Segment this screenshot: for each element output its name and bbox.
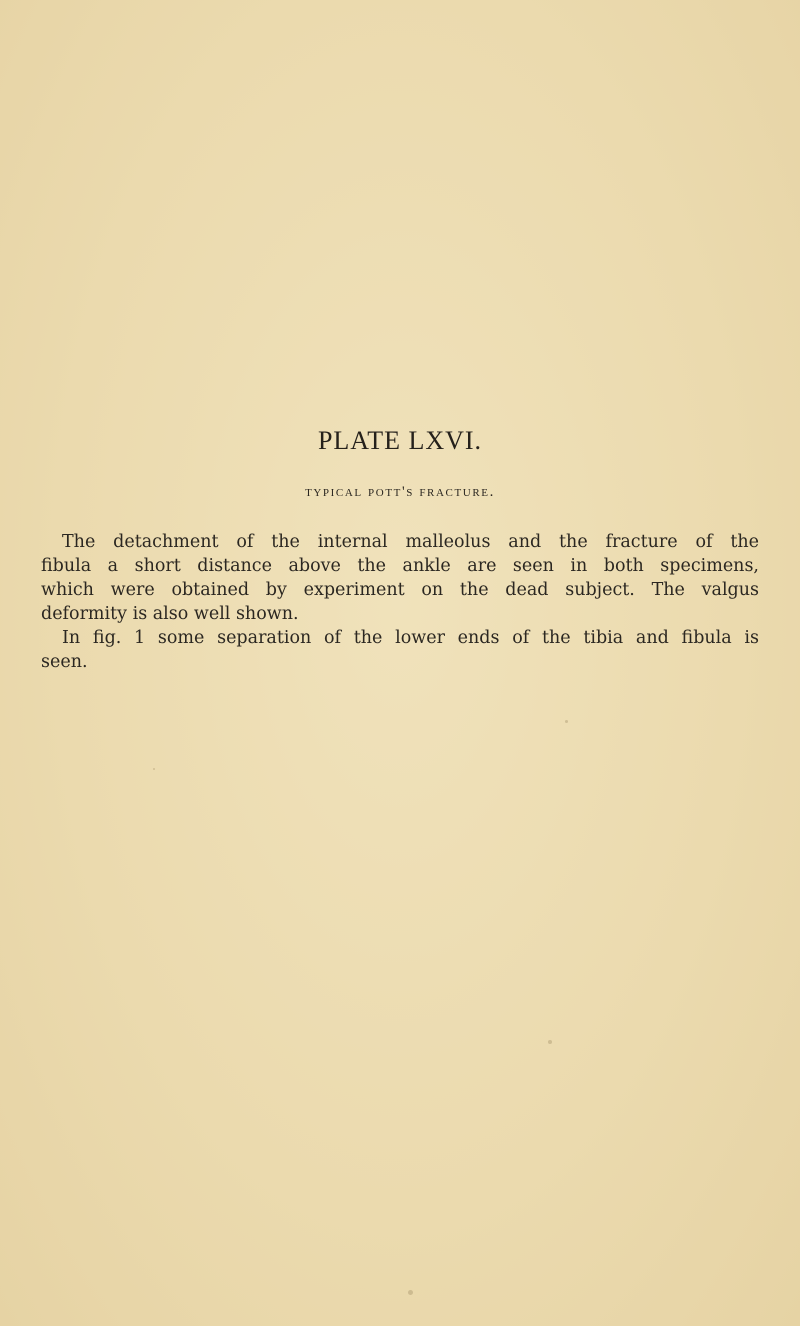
text-line: deformity is also well shown. <box>41 604 299 624</box>
paragraph-2 <box>41 626 759 674</box>
paper-speck <box>565 720 568 723</box>
paper-speck <box>548 1040 552 1044</box>
text-line: The detachment of the internal malleolus and the fracture of the <box>62 532 759 552</box>
text-line: In fig. 1 some separation of the lower ends of the tibia and fibula is <box>62 628 759 648</box>
text-line: fibula a short distance above the ankle are seen in both specimens, <box>41 556 759 576</box>
plate-title: PLATE LXVI. <box>317 426 483 455</box>
text-line: seen. <box>41 652 88 672</box>
body-text <box>41 530 759 674</box>
paragraph-1 <box>41 530 759 626</box>
paper-speck <box>408 1290 413 1295</box>
plate-subtitle: typical pott's fracture. <box>305 484 495 500</box>
text-line: which were obtained by experiment on the dead subject. The valgus <box>41 580 759 600</box>
paper-speck <box>153 768 155 770</box>
